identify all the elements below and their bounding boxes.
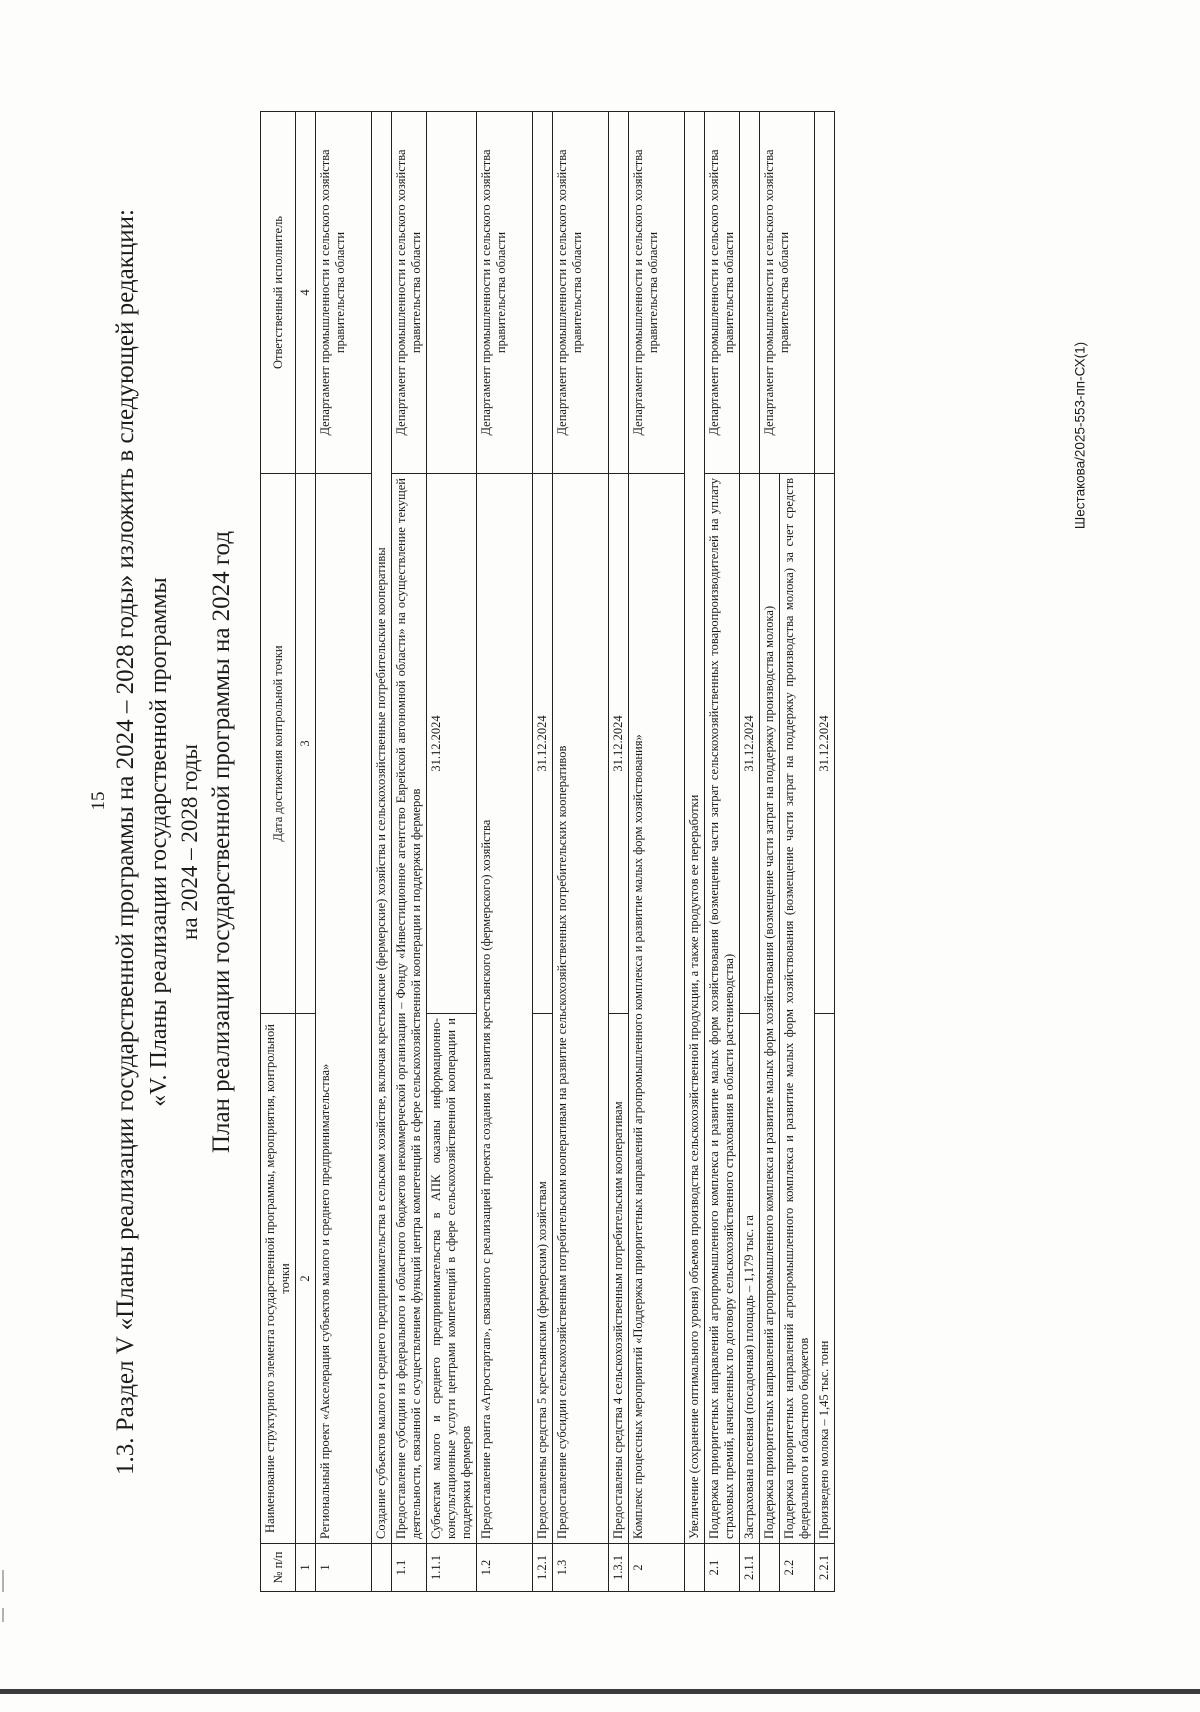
- table-header-row: [261, 112, 296, 1592]
- row-number: 1.1: [392, 1544, 427, 1592]
- column-number: 4: [296, 112, 316, 474]
- column-number-row: [296, 112, 316, 1592]
- row-name: Предоставлены средства 5 крестьянским (фермерским) хозяйствам: [533, 1014, 553, 1544]
- row-number: 2: [629, 1544, 685, 1592]
- row-name: Поддержка приоритетных направлений агропромышленного комплекса и развитие малых форм хозяйствования (возмещение части затрат на поддержку производства молока): [760, 474, 780, 1544]
- row-executor: Департамент промышленности и сельского хозяйства правительства области: [316, 112, 372, 474]
- header-executor: Ответственный исполнитель: [261, 112, 296, 474]
- task-row: [685, 112, 705, 1592]
- table-row: [316, 112, 372, 1592]
- row-executor: Департамент промышленности и сельского хозяйства правительства области: [705, 112, 740, 474]
- row-name: Застрахована посевная (посадочная) площадь – 1,179 тыс. га: [740, 1014, 760, 1544]
- column-number: 2: [296, 1014, 316, 1544]
- row-number: 1.2.1: [533, 1544, 553, 1592]
- task-row: [372, 112, 392, 1592]
- plan-title: План реализации государственной программы на 2024 год: [208, 530, 235, 1154]
- scan-speck: [2, 1570, 4, 1592]
- table-row: [760, 112, 780, 1592]
- row-name: Поддержка приоритетных направлений агропромышленного комплекса и развитие малых форм хозяйствования (возмещение части затрат сельскохозяйственных товаропроизводителей на уплату страховых премий, начисленных по договору сельскохозяйственного страхования в области растениеводства): [705, 474, 740, 1544]
- row-executor: Департамент промышленности и сельского хозяйства правительства области: [477, 112, 533, 474]
- row-number: 1: [316, 1544, 372, 1592]
- row-executor: Департамент промышленности и сельского хозяйства правительства области: [392, 112, 427, 474]
- row-name: Поддержка приоритетных направлений агропромышленного комплекса и развитие малых форм хозяйствования (возмещение части затрат на поддержку производства молока) за счет средств федерального и областного бюджетов: [780, 474, 815, 1544]
- header-name: Наименование структурного элемента государственной программы, мероприятия, контрольной точки: [261, 1014, 296, 1544]
- table-row: [740, 112, 760, 1592]
- row-date: 31.12.2024: [533, 474, 553, 1014]
- footer-document-code: Шестакова/2025-553-пп-СХ(1): [1072, 341, 1088, 530]
- row-number: 2.2: [780, 1544, 815, 1592]
- row-date: 31.12.2024: [815, 474, 835, 1014]
- scan-speck: [2, 1608, 4, 1622]
- table-row: [609, 112, 629, 1592]
- row-name: Предоставление субсидии сельскохозяйственным потребительским кооперативам на развитие сельскохозяйственных потребительских кооперативов: [553, 474, 609, 1544]
- page-bottom-edge: [0, 1689, 1200, 1694]
- row-name: Произведено молока – 1,45 тыс. тонн: [815, 1014, 835, 1544]
- header-date: Дата достижения контрольной точки: [261, 474, 296, 1014]
- row-name: Предоставлены средства 4 сельскохозяйственным потребительским кооперативам: [609, 1014, 629, 1544]
- row-executor: Департамент промышленности и сельского хозяйства правительства области: [629, 112, 685, 474]
- table-row: [392, 112, 427, 1592]
- table-row: [427, 112, 477, 1592]
- table-row: [629, 112, 685, 1592]
- task-text: Увеличение (сохранение оптимального уровня) объемов производства сельскохозяйственной продукции, а также продуктов ее переработки: [685, 112, 705, 1544]
- header-num: № п/п: [261, 1544, 296, 1592]
- row-number: 1.2: [477, 1544, 533, 1592]
- table-row: [533, 112, 553, 1592]
- page-number: 15: [88, 791, 109, 811]
- implementation-plan-table: [260, 111, 835, 1592]
- row-name: Комплекс процессных мероприятий «Поддержка приоритетных направлений агропромышленного комплекса и развитие малых форм хозяйствования»: [629, 474, 685, 1544]
- row-name: Предоставление субсидии из федерального и областного бюджетов некоммерческой организации – Фонду «Инвестиционное агентство Еврейской автономной области» на осуществление текущей деятельности, связанной с осуществлением функций центра компетенций в сфере сельскохозяйственной кооперации и поддержки фермеров: [392, 474, 427, 1544]
- rotated-document-content: [110, 72, 940, 1612]
- row-name: Региональный проект «Акселерация субъектов малого и среднего предпринимательства»: [316, 474, 372, 1544]
- row-number: 2.2.1: [815, 1544, 835, 1592]
- table-row: [477, 112, 533, 1592]
- column-number: 1: [296, 1544, 316, 1592]
- row-executor: Департамент промышленности и сельского хозяйства правительства области: [553, 112, 609, 474]
- row-name: Предоставление гранта «Агростартап», связанного с реализацией проекта создания и развития крестьянского (фермерского) хозяйства: [477, 474, 533, 1544]
- row-number: 1.1.1: [427, 1544, 477, 1592]
- row-name: Субъектам малого и среднего предпринимательства в АПК оказаны информационно-консультационные услуги центрами компетенций в сфере сельскохозяйственной кооперации и поддержки фермеров: [427, 1014, 477, 1544]
- row-date: 31.12.2024: [427, 474, 477, 1014]
- column-number: 3: [296, 474, 316, 1014]
- table-row: [553, 112, 609, 1592]
- task-text: Создание субъектов малого и среднего предпринимательства в сельском хозяйстве, включая крестьянские (фермерские) хозяйства и сельскохозяйственные потребительские кооперативы: [372, 112, 392, 1544]
- row-number: 2.1: [705, 1544, 740, 1592]
- row-number: 1.3.1: [609, 1544, 629, 1592]
- row-executor: Департамент промышленности и сельского хозяйства правительства области: [760, 112, 815, 474]
- row-date: 31.12.2024: [609, 474, 629, 1014]
- table-row: [815, 112, 835, 1592]
- section-period: на 2024 – 2028 годы: [177, 744, 202, 940]
- table-row: [705, 112, 740, 1592]
- row-number: 2.1.1: [740, 1544, 760, 1592]
- section-title: «V. Планы реализации государственной программы: [146, 577, 172, 1107]
- row-number: 1.3: [553, 1544, 609, 1592]
- row-date: 31.12.2024: [740, 474, 760, 1014]
- amendment-heading: 1.3. Раздел V «Планы реализации государственной программы на 2024 – 2028 годы» изложить в следующей редакции:: [112, 209, 139, 1475]
